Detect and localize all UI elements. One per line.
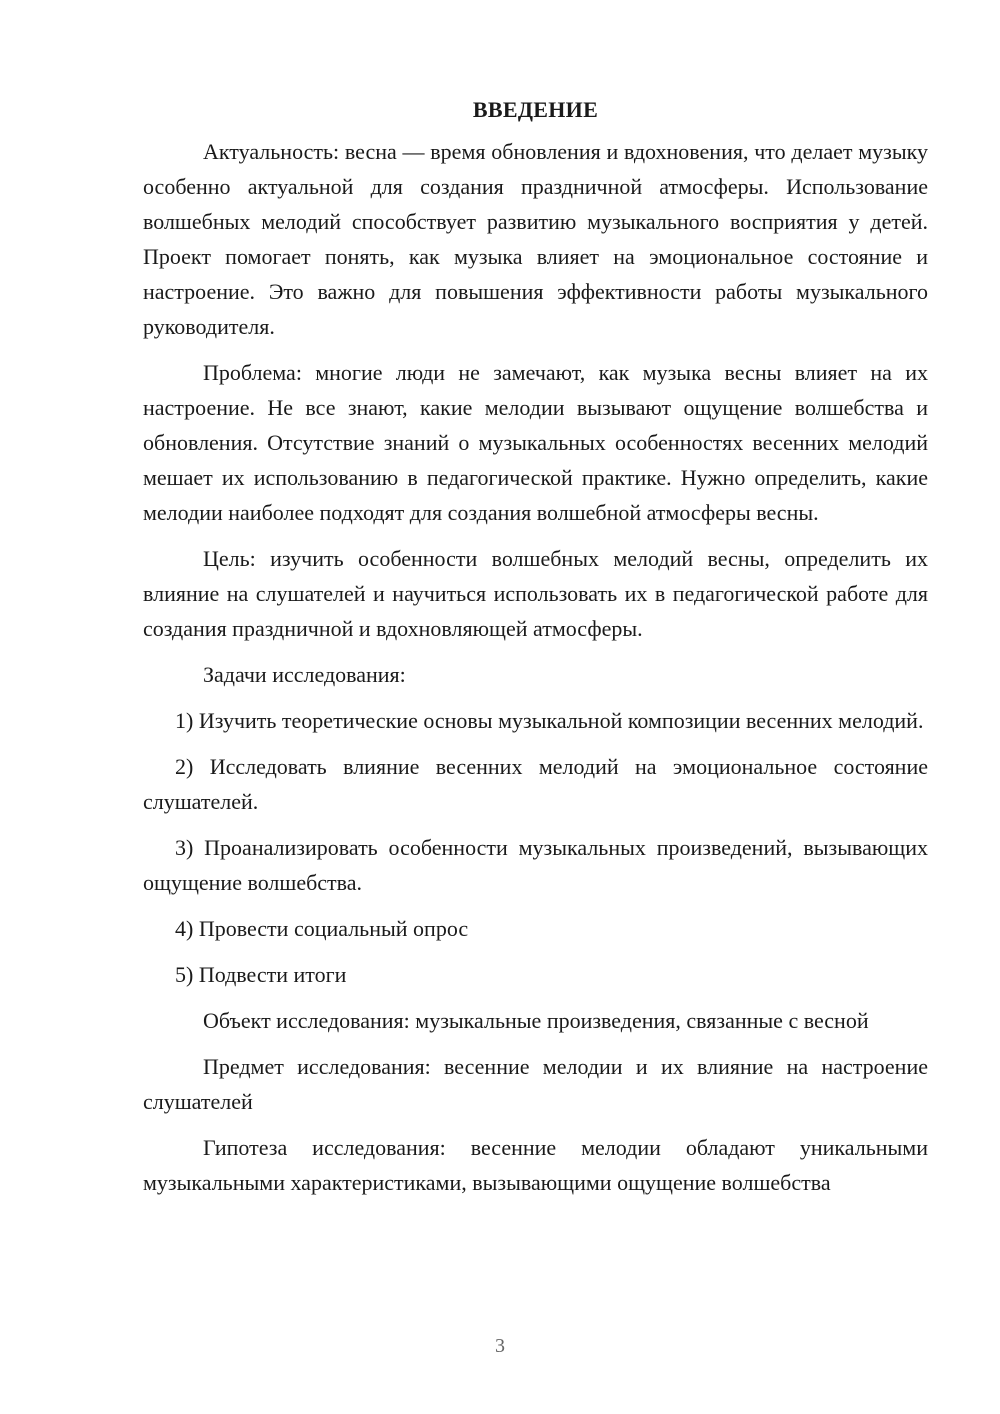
task-item-3: 3) Проанализировать особенности музыкальных произведений, вызывающих ощущение волшебства. — [143, 835, 928, 895]
task-item-1: 1) Изучить теоретические основы музыкальной композиции весенних мелодий. — [175, 708, 924, 733]
paragraph-goal: Цель: изучить особенности волшебных мелодий весны, определить их влияние на слушателей и научиться использовать их в педагогической работе для создания праздничной и вдохновляющей атмосферы. — [143, 546, 928, 641]
document-page — [143, 92, 928, 1211]
paragraph-relevance: Актуальность: весна — время обновления и вдохновения, что делает музыку особенно актуальной для создания праздничной атмосферы. Использование волшебных мелодий способствует развитию музыкального восприятия у детей. Проект помогает понять, как музыка влияет на эмоциональное состояние и настроение. Это важно для повышения эффективности работы музыкального руководителя. — [143, 139, 928, 339]
tasks-heading: Задачи исследования: — [203, 662, 406, 687]
paragraph-object: Объект исследования: музыкальные произведения, связанные с весной — [203, 1008, 869, 1033]
page-number: 3 — [495, 1335, 505, 1357]
section-title: ВВЕДЕНИЕ — [472, 97, 599, 122]
task-item-5: 5) Подвести итоги — [175, 962, 347, 987]
task-item-2: 2) Исследовать влияние весенних мелодий на эмоциональное состояние слушателей. — [143, 754, 928, 814]
task-item-4: 4) Провести социальный опрос — [175, 916, 469, 941]
paragraph-problem: Проблема: многие люди не замечают, как музыка весны влияет на их настроение. Не все знают, какие мелодии вызывают ощущение волшебства и обновления. Отсутствие знаний о музыкальных особенностях весенних мелодий мешает их использованию в педагогической практике. Нужно определить, какие мелодии наиболее подходят для создания волшебной атмосферы весны. — [143, 360, 928, 525]
paragraph-hypothesis: Гипотеза исследования: весенние мелодии обладают уникальными музыкальными характеристиками, вызывающими ощущение волшебства — [143, 1135, 928, 1195]
paragraph-subject: Предмет исследования: весенние мелодии и их влияние на настроение слушателей — [143, 1054, 928, 1114]
